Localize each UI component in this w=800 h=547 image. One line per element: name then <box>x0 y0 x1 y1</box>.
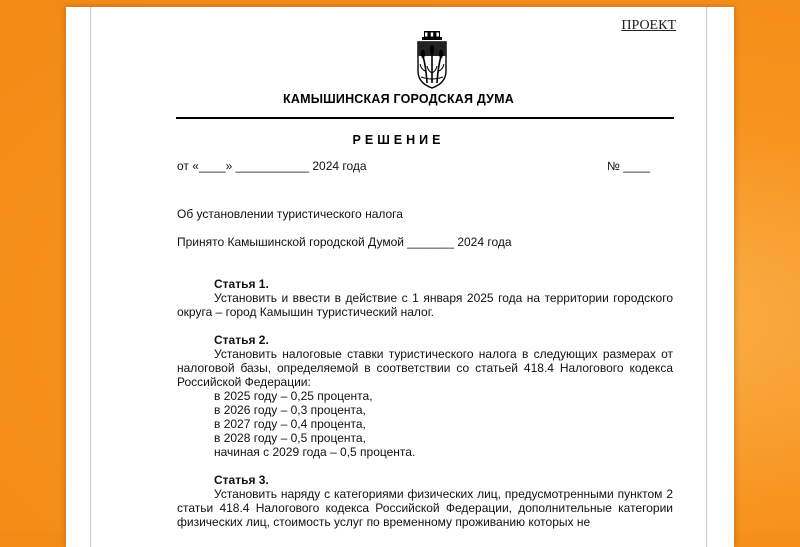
header-divider <box>176 117 674 119</box>
adoption-line: Принято Камышинской городской Думой _______ 2024 года <box>177 235 512 249</box>
document-body <box>90 7 707 547</box>
date-line: от «____» ___________ 2024 года <box>177 159 367 173</box>
article-1-title: Статья 1. <box>214 277 269 291</box>
article-3-body: Установить наряду с категориями физических лиц, предусмотренными пунктом 2 статьи 418.4 Налогового кодекса Российской Федерации, дополнительные категории физических лиц, стоимость услуг по временному проживанию которых не <box>177 487 673 529</box>
organization-name: КАМЫШИНСКАЯ ГОРОДСКАЯ ДУМА <box>283 92 514 106</box>
document-subject: Об установлении туристического налога <box>177 207 403 221</box>
article-2-title: Статья 2. <box>214 333 269 347</box>
rate-2027: в 2027 году – 0,4 процента, <box>214 417 366 431</box>
coat-of-arms-icon <box>415 31 449 89</box>
rate-2026: в 2026 году – 0,3 процента, <box>214 403 366 417</box>
document-type-title: РЕШЕНИЕ <box>352 133 445 147</box>
article-3-title: Статья 3. <box>214 473 269 487</box>
document-number: № ____ <box>607 159 650 173</box>
rate-2028: в 2028 году – 0,5 процента, <box>214 431 366 445</box>
document-page <box>66 7 734 547</box>
rate-2025: в 2025 году – 0,25 процента, <box>214 389 373 403</box>
article-2-body: Установить налоговые ставки туристического налога в следующих размерах от налоговой базы, определяемой в соответствии со статьей 418.4 Налогового кодекса Российской Федерации: <box>177 347 673 389</box>
project-label: ПРОЕКТ <box>621 18 676 33</box>
article-1-body: Установить и ввести в действие с 1 января 2025 года на территории городского округа – город Камышин туристический налог. <box>177 291 673 319</box>
rate-2029: начиная с 2029 года – 0,5 процента. <box>214 445 416 459</box>
